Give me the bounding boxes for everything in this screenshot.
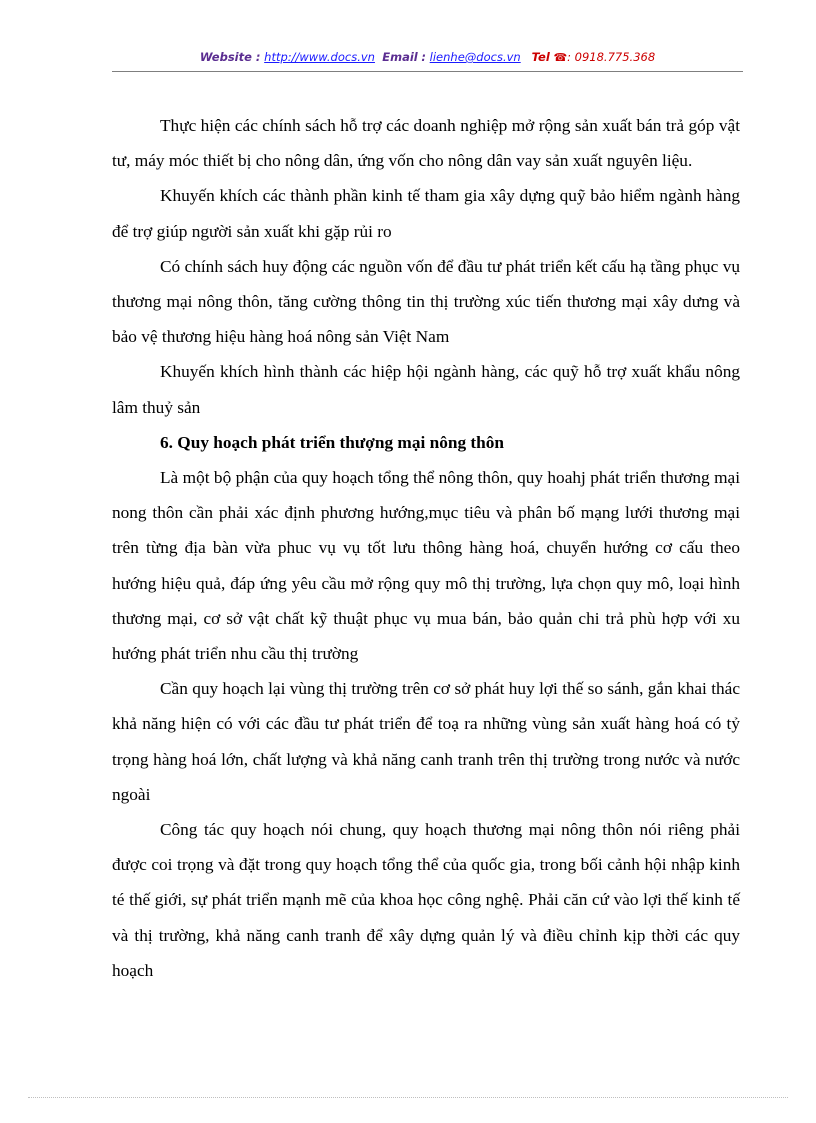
page-header (112, 50, 743, 64)
header-divider (112, 71, 743, 72)
paragraph-5: Là một bộ phận của quy hoạch tổng thể nông thôn, quy hoahj phát triển thương mại nong thôn cần phải xác định phương hướng,mục tiêu và phân bố mạng lưới thương mại trên từng địa bàn vừa phuc vụ vụ tốt lưu thông hàng hoá, chuyển hướng cơ cấu theo hướng hiệu quả, đáp ứng yêu cầu mở rộng quy mô thị trường, lựa chọn quy mô, loại hình thương mại, cơ sở vật chất kỹ thuật phục vụ mua bán, bảo quản chi trả phù hợp với xu hướng phát triển nhu cầu thị trường (112, 468, 740, 664)
website-link[interactable]: http://www.docs.vn (264, 50, 375, 64)
paragraph-6: Cần quy hoạch lại vùng thị trường trên cơ sở phát huy lợi thế so sánh, gắn khai thác khả năng hiện có với các đầu tư phát triển để toạ ra những vùng sản xuất hàng hoá có tỷ trọng hàng hoá lớn, chất lượng và khả năng canh tranh trên thị trường trong nước và nước ngoài (112, 679, 740, 804)
website-label: Website : (199, 50, 261, 64)
email-link[interactable]: lienhe@docs.vn (429, 50, 521, 64)
footer-divider (28, 1097, 788, 1098)
paragraph-2: Khuyến khích các thành phần kinh tế tham gia xây dựng quỹ bảo hiểm ngành hàng để trợ giúp người sản xuất khi gặp rủi ro (112, 186, 740, 241)
paragraph-4: Khuyến khích hình thành các hiệp hội ngành hàng, các quỹ hỗ trợ xuất khẩu nông lâm thuỷ sản (112, 362, 740, 417)
paragraph-3: Có chính sách huy động các nguồn vốn để đầu tư phát triển kết cấu hạ tầng phục vụ thương mại nông thôn, tăng cường thông tin thị trường xúc tiến thương mại xây dưng và bảo vệ thương hiệu hàng hoá nông sản Việt Nam (112, 256, 740, 347)
paragraph-7: Công tác quy hoạch nói chung, quy hoạch thương mại nông thôn nói riêng phải được coi trọng và đặt trong quy hoạch tổng thể của quốc gia, trong bối cảnh hội nhập kinh té thế giới, sự phát triển mạnh mẽ của khoa học công nghệ. Phải căn cứ vào lợi thế kinh tế và thị trường, khả năng canh tranh để xây dựng quản lý và điều chỉnh kịp thời các quy hoạch (112, 820, 740, 980)
section-heading: 6. Quy hoạch phát triển thượng mại nông thôn (160, 432, 505, 452)
email-separator: : (421, 50, 427, 64)
phone-number: : 0918.775.368 (567, 50, 656, 64)
phone-icon: ☎ (553, 51, 568, 64)
email-label: Email (382, 50, 418, 64)
paragraph-1: Thực hiện các chính sách hỗ trợ các doanh nghiệp mở rộng sản xuất bán trả góp vật tư, máy móc thiết bị cho nông dân, ứng vốn cho nông dân vay sản xuất nguyên liệu. (112, 116, 740, 171)
document-body (112, 108, 740, 988)
tel-label: Tel (531, 50, 550, 64)
